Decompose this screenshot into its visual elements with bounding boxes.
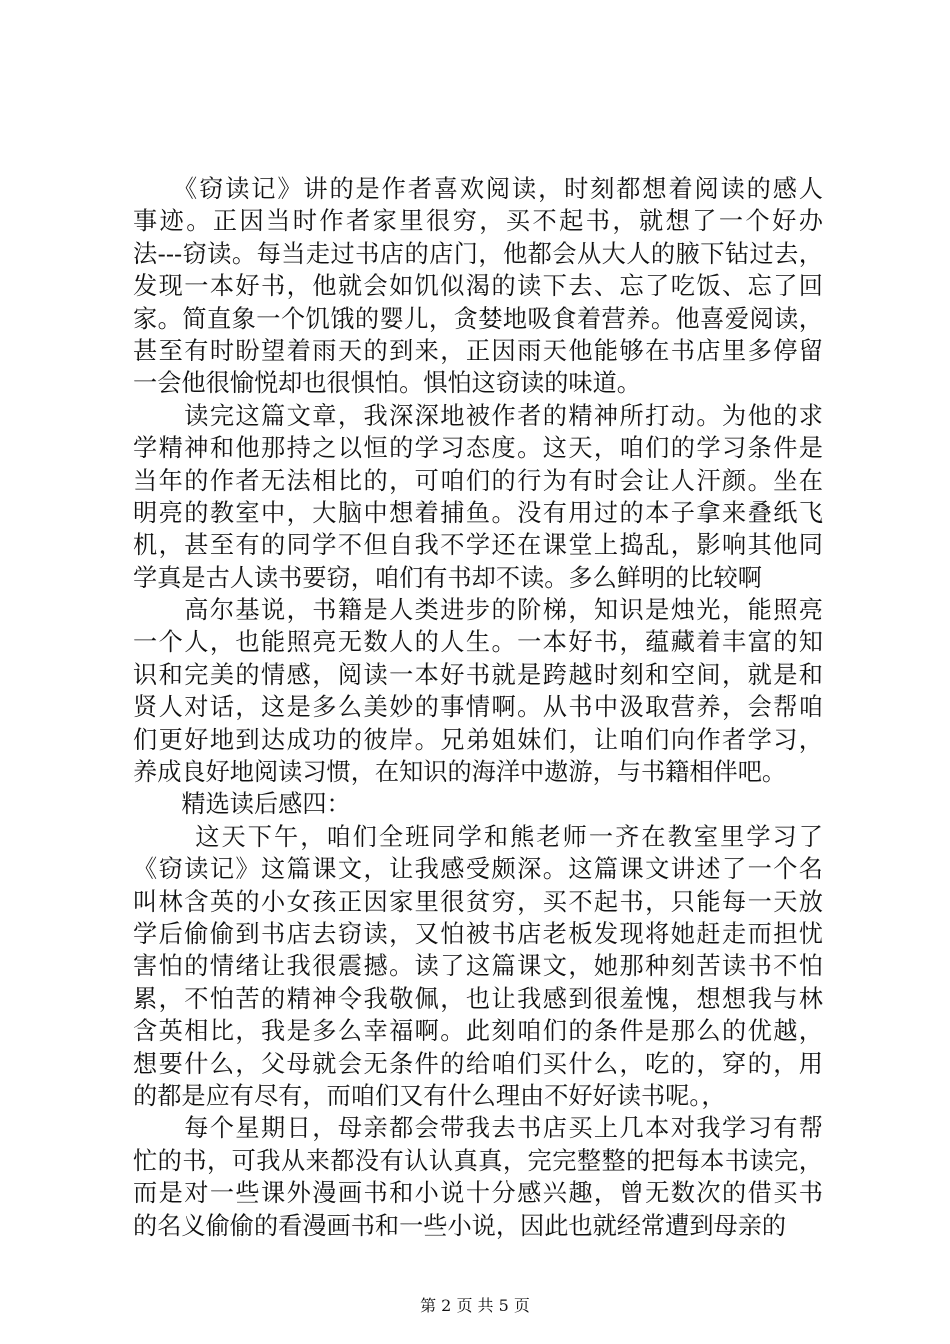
page-footer: 第 2 页 共 5 页 <box>420 1296 530 1315</box>
text-line: 《窃读记》讲的是作者喜欢阅读，时刻都想着阅读的感人 <box>133 175 823 203</box>
text-line: 想要什么，父母就会无条件的给咱们买什么，吃的，穿的，用 <box>133 1049 823 1078</box>
text-line: 读完这篇文章，我深深地被作者的精神所打动。为他的求 <box>133 401 823 430</box>
text-line: 这天下午，咱们全班同学和熊老师一齐在教室里学习了 <box>133 822 823 851</box>
text-line: 贤人对话，这是多么美妙的事情啊。从书中汲取营养，会帮咱 <box>133 693 823 722</box>
text-line: 一会他很愉悦却也很惧怕。惧怕这窃读的味道。 <box>133 369 641 398</box>
text-line: 忙的书，可我从来都没有认认真真，完完整整的把每本书读完， <box>133 1146 823 1175</box>
text-line: 事迹。正因当时作者家里很穷，买不起书，就想了一个好办 <box>133 207 823 236</box>
text-line: 的都是应有尽有，而咱们又有什么理由不好好读书呢。， <box>133 1081 726 1110</box>
paragraph <box>133 400 823 594</box>
paragraph <box>133 173 823 400</box>
text-line: 《窃读记》这篇课文，让我感受颇深。这篇课文讲述了一个名 <box>133 855 823 884</box>
text-line: 明亮的教室中，大脑中想着捕鱼。没有用过的本子拿来叠纸飞 <box>133 498 823 527</box>
text-line: 高尔基说，书籍是人类进步的阶梯，知识是烛光，能照亮 <box>133 596 823 625</box>
paragraph <box>133 1112 823 1242</box>
text-line: 机，甚至有的同学不但自我不学还在课堂上捣乱，影响其他同 <box>133 531 823 560</box>
text-line: 们更好地到达成功的彼岸。兄弟姐妹们，让咱们向作者学习， <box>133 725 823 754</box>
paragraph <box>133 788 823 820</box>
text-line: 含英相比，我是多么幸福啊。此刻咱们的条件是那么的优越， <box>133 1017 823 1046</box>
text-line: 学精神和他那持之以恒的学习态度。这天，咱们的学习条件是 <box>133 434 823 463</box>
text-line: 而是对一些课外漫画书和小说十分感兴趣，曾无数次的借买书 <box>133 1179 823 1208</box>
text-line: 学真是古人读书要窃，咱们有书却不读。多么鲜明的比较啊 <box>133 563 762 592</box>
paragraph <box>133 594 823 788</box>
text-line: 甚至有时盼望着雨天的到来，正因雨天他能够在书店里多停留 <box>133 336 823 365</box>
text-line: 精选读后感四： <box>133 790 351 819</box>
paragraph <box>133 821 823 1113</box>
text-line: 家。简直象一个饥饿的婴儿，贪婪地吸食着营养。他喜爱阅读， <box>133 304 823 333</box>
text-line: 识和完美的情感，阅读一本好书就是跨越时刻和空间，就是和 <box>133 660 823 689</box>
text-line: 学后偷偷到书店去窃读，又怕被书店老板发现将她赶走而担忧 <box>133 919 823 948</box>
text-line: 的名义偷偷的看漫画书和一些小说，因此也就经常遭到母亲的 <box>133 1211 787 1240</box>
text-line: 发现一本好书，他就会如饥似渴的读下去、忘了吃饭、忘了回 <box>133 272 823 301</box>
text-line: 养成良好地阅读习惯，在知识的海洋中遨游，与书籍相伴吧。 <box>133 758 787 787</box>
text-line: 叫林含英的小女孩正因家里很贫穷，买不起书，只能每一天放 <box>133 887 823 916</box>
text-line: 害怕的情绪让我很震撼。读了这篇课文，她那种刻苦读书不怕 <box>133 952 823 981</box>
text-line: 每个星期日，母亲都会带我去书店买上几本对我学习有帮 <box>133 1114 823 1143</box>
text-line: 累，不怕苦的精神令我敬佩，也让我感到很羞愧，想想我与林 <box>133 984 823 1013</box>
text-line: 法---窃读。每当走过书店的店门，他都会从大人的腋下钻过去， <box>133 239 823 268</box>
body-text <box>133 173 823 1242</box>
text-line: 一个人，也能照亮无数人的人生。一本好书，蕴藏着丰富的知 <box>133 628 823 657</box>
text-line: 当年的作者无法相比的，可咱们的行为有时会让人汗颜。坐在 <box>133 466 823 495</box>
